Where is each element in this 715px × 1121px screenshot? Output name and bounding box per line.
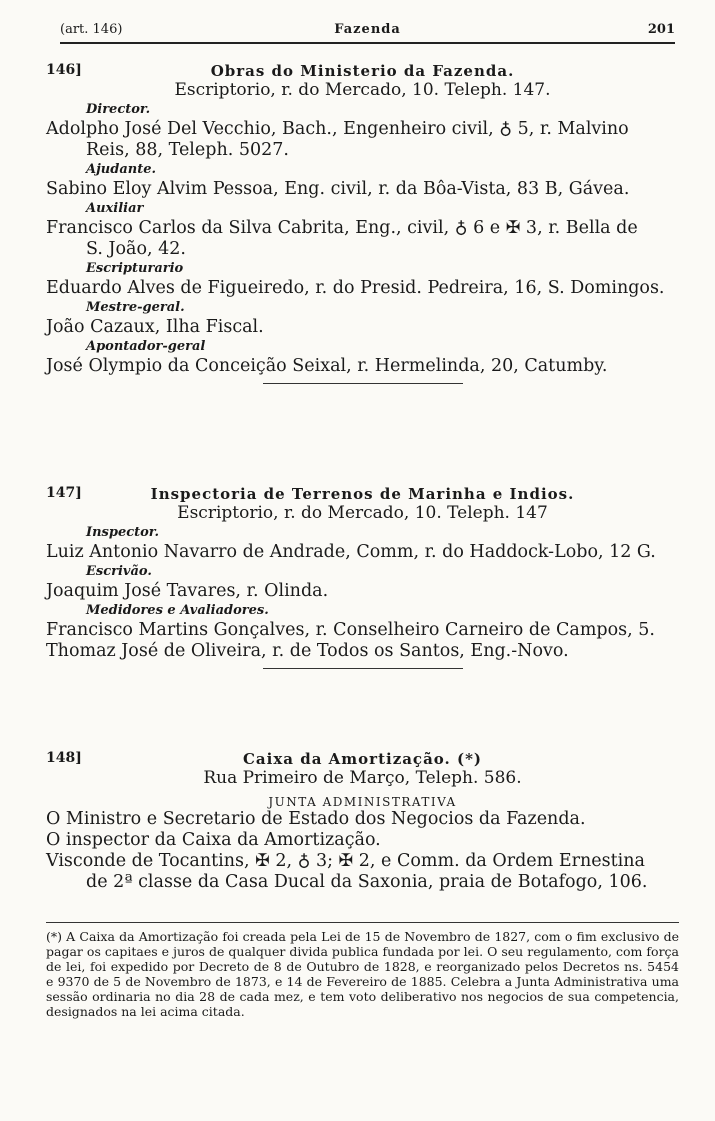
entry-line: José Olympio da Conceição Seixal, r. Hermelinda, 20, Catumby. (46, 356, 608, 376)
entry-line: Eduardo Alves de Figueiredo, r. do Presid. Pedreira, 16, S. Domingos. (46, 278, 665, 298)
entry-line: Francisco Carlos da Silva Cabrita, Eng., civil, ♁ 6 e ✠ 3, r. Bella de (46, 218, 638, 238)
entry-line: Francisco Martins Gonçalves, r. Conselheiro Carneiro de Campos, 5. (46, 620, 655, 640)
page-number: 201 (647, 22, 675, 37)
role-label: Auxiliar (86, 201, 144, 216)
role-label: Ajudante. (86, 162, 157, 177)
page-heading: Fazenda (334, 22, 401, 37)
section-subtitle: Escriptorio, r. do Mercado, 10. Teleph. 147. (174, 80, 551, 100)
entry-line: S. João, 42. (86, 239, 186, 259)
section-divider (263, 383, 463, 384)
section-148 (46, 750, 679, 893)
entry-line: O Ministro e Secretario de Estado dos Negocios da Fazenda. (46, 809, 586, 829)
junta-heading: JUNTA ADMINISTRATIVA (268, 795, 457, 809)
entry-line: Visconde de Tocantins, ✠ 2, ♁ 3; ✠ 2, e Comm. da Ordem Ernestina (46, 851, 645, 871)
entry-line: Sabino Eloy Alvim Pessoa, Eng. civil, r. da Bôa-Vista, 83 B, Gávea. (46, 179, 630, 199)
footnote: (*) A Caixa da Amortização foi creada pela Lei de 15 de Novembro de 1827, com o fim exclusivo de pagar os capitaes e juros de qualquer divida publica fundada por lei. O seu regulamento, com força de lei, foi expedido por Decreto de 8 de Outubro de 1828, e reorganizado pelos Decretos ns. 5454 e 9370 de 5 de Novembro de 1873, e 14 de Fevereiro de 1885. Celebra a Junta Administrativa uma sessão ordinaria no dia 28 de cada mez, e tem voto deliberativo nos negocios de sua competencia, designados na lei acima citada. (46, 922, 679, 1019)
section-subtitle: Escriptorio, r. do Mercado, 10. Teleph. 147 (177, 503, 548, 523)
article-ref: (art. 146) (60, 22, 123, 37)
section-title: Obras do Ministerio da Fazenda. (210, 62, 515, 80)
section-subtitle: Rua Primeiro de Março, Teleph. 586. (203, 768, 522, 788)
section-number: 148] (46, 750, 82, 766)
role-label: Inspector. (86, 525, 159, 540)
section-number: 147] (46, 485, 82, 501)
entry-line: Adolpho José Del Vecchio, Bach., Engenheiro civil, ♁ 5, r. Malvino (46, 119, 629, 139)
entry-line: O inspector da Caixa da Amortização. (46, 830, 381, 850)
role-label: Escripturario (86, 261, 184, 276)
role-label: Director. (86, 102, 151, 117)
running-header (60, 20, 675, 44)
entry-line: Joaquim José Tavares, r. Olinda. (46, 581, 329, 601)
section-title: Caixa da Amortização. (*) (242, 750, 483, 768)
section-146 (46, 62, 679, 384)
section-147 (46, 485, 679, 669)
entry-line: João Cazaux, Ilha Fiscal. (46, 317, 264, 337)
role-label: Mestre-geral. (86, 300, 185, 315)
entry-line: de 2ª classe da Casa Ducal da Saxonia, praia de Botafogo, 106. (86, 872, 648, 892)
role-label: Medidores e Avaliadores. (86, 603, 269, 618)
role-label: Apontador-geral (86, 339, 206, 354)
section-title: Inspectoria de Terrenos de Marinha e Indios. (150, 485, 575, 503)
role-label: Escrivão. (86, 564, 152, 579)
entry-line: Reis, 88, Teleph. 5027. (86, 140, 289, 160)
section-number: 146] (46, 62, 82, 78)
entry-line: Thomaz José de Oliveira, r. de Todos os Santos, Eng.-Novo. (46, 641, 569, 661)
section-divider (263, 668, 463, 669)
entry-line: Luiz Antonio Navarro de Andrade, Comm, r. do Haddock-Lobo, 12 G. (46, 542, 656, 562)
